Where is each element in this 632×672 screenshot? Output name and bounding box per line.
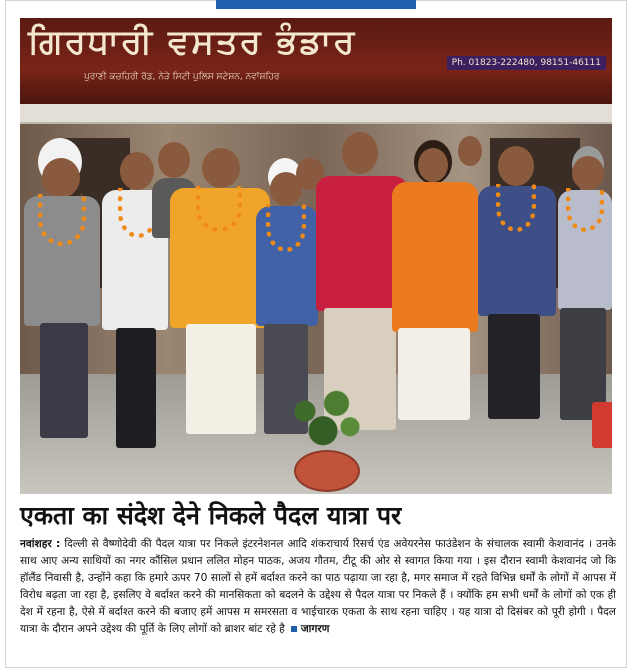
article-source: जागरण	[300, 623, 330, 636]
source-square-icon	[291, 626, 297, 632]
awning	[20, 104, 612, 124]
potted-plant	[278, 380, 368, 458]
article-body-text: दिल्ली से वैष्णोदेवी की पैदल यात्रा पर निकले इंटरनेशनल आदि शंकराचार्य रिसर्च एंड अवेयरनेस फाउंडेशन के संचालक स्वामी केशवानंद । उनके साथ आए अन्य साथियों का नगर कौंसिल प्रधान ललित मोहन पाठक, अजय गौतम, टीटू की ओर से स्वागत किया गया । इस दौरान स्वामी केशवानंद जो कि हॉलैंड निवासी है, उन्होंने कहा कि हमारे ऊपर 70 सालों से हमें बर्दाश्त करने का पाठ पढ़ाया जा रहा है, मगर समाज में रहते विभिन्न धर्मों के लोगों में आपस में विरोध बढ़ता जा रहा है, इसलिए वे बर्दाश्त करने की मानसिकता को बदलने के उद्देश्य से पैदल यात्रा पर निकले हैं । क्योंकि हम सभी धर्मों के लोगों को एक ही देश में रहना है, ऐसे में बर्दाश्त करने की बजाए हमें आपस म समरसता व भाईचारक एकता के साथ रहना चाहिए । यह यात्रा दो दिसंबर को पूरी होगी । पैदल यात्रा के दौरान अपने उद्देश्य की पूर्ति के लिए लोगों को ब्राशर बांट रहे है	[20, 538, 616, 636]
sign-address-text: ਪੁਰਾਣੀ ਕਚਹਿਰੀ ਰੋਡ, ਨੇੜੇ ਸਿਟੀ ਪੁਲਿਸ ਸਟੇਸ਼ਨ, ਨਵਾਂਸ਼ਹਿਰ	[84, 72, 280, 82]
news-photo	[20, 18, 612, 494]
shop-signboard	[20, 18, 612, 104]
sign-main-text: ਗਿਰਧਾਰੀ ਵਸਤਰ ਭੰਡਾਰ	[28, 22, 357, 62]
article-body	[20, 536, 616, 639]
top-accent-bar	[216, 0, 416, 9]
sign-phone-text: Ph. 01823-222480, 98151-46111	[447, 56, 606, 70]
article-dateline: नवांशहर :	[20, 538, 61, 550]
article-headline: एकता का संदेश देने निकले पैदल यात्रा पर	[20, 501, 402, 530]
flower-pot	[294, 450, 360, 492]
red-bucket	[592, 402, 612, 448]
